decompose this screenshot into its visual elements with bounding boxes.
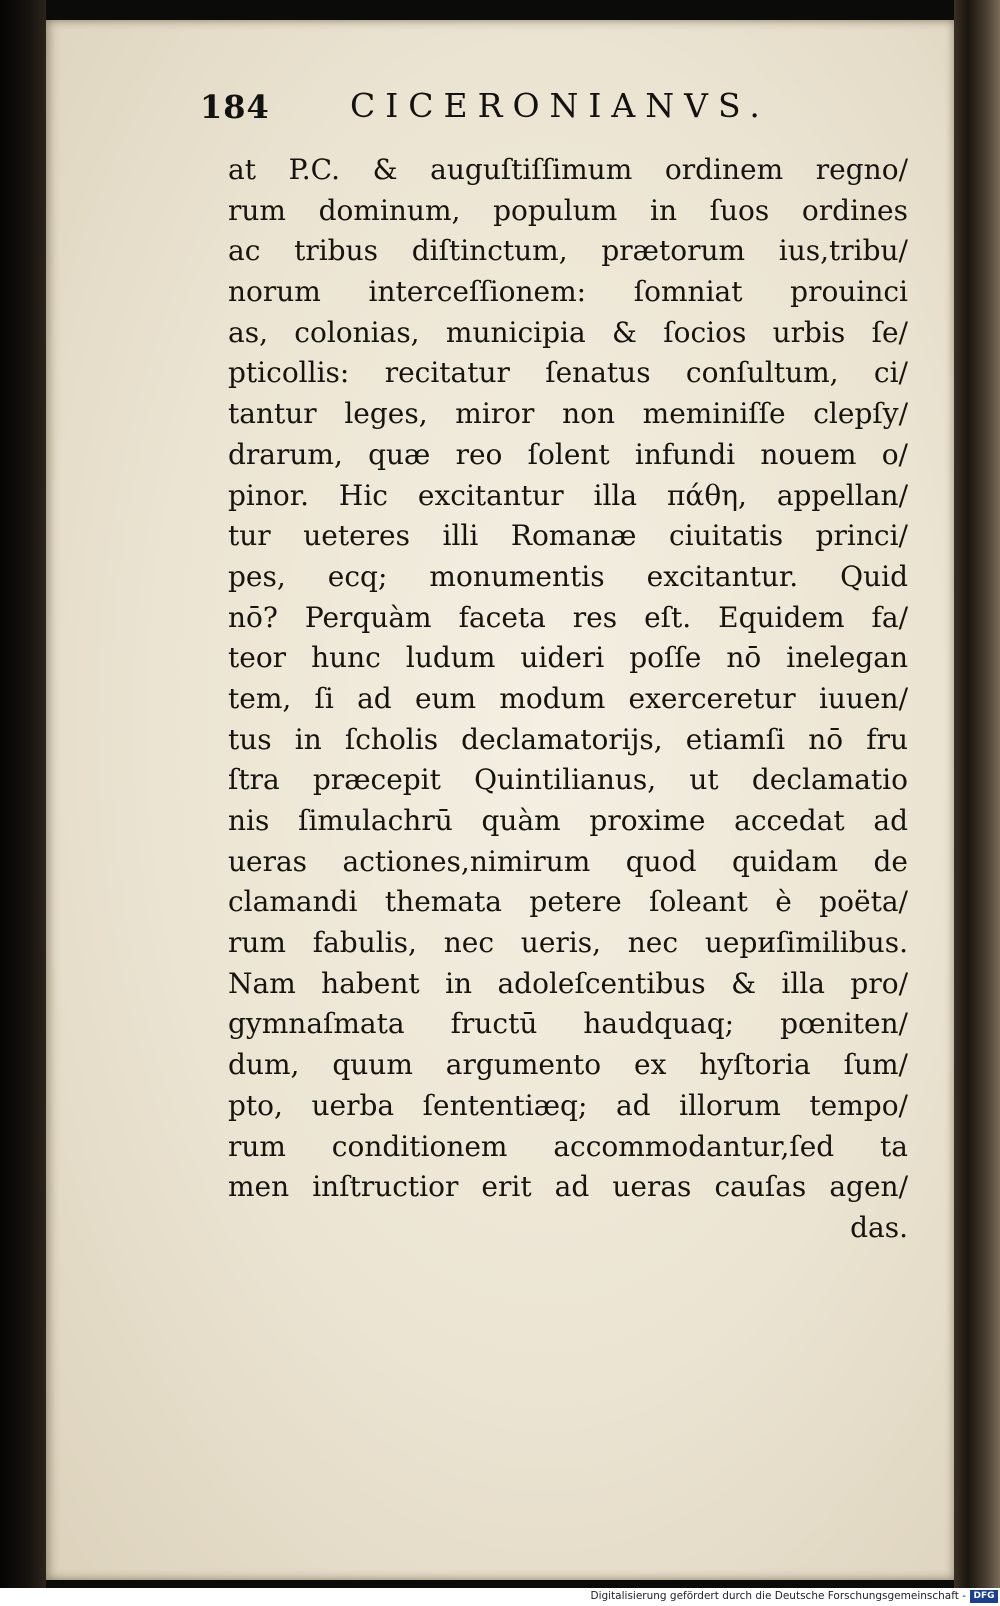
- text-line: tantur leges, miror non meminiſſe clepſy/: [228, 397, 908, 431]
- text-line: ſtra præcepit Quintilianus, ut declamatio: [228, 763, 908, 797]
- text-line: rum fabulis, nec ueris, nec uериſimilibus.: [228, 926, 908, 960]
- text-line: rum conditionem accommodantur,ſed ta: [228, 1129, 908, 1163]
- digitization-footer: [0, 1588, 1000, 1606]
- page-header: [200, 82, 820, 134]
- text-line: nis ſimulachrū quàm proxime accedat ad: [228, 804, 908, 837]
- dfg-logo: DFG: [970, 1590, 998, 1603]
- text-line: pticollis: recitatur ſenatus conſultum, ci/: [228, 356, 908, 390]
- text-line: tur ueteres illi Romanæ ciuitatis princi/: [228, 519, 908, 553]
- text-line: pto, uerba ſententiæq; ad illorum tempo/: [228, 1088, 908, 1122]
- text-line: norum interceſſionem: ſomniat prouinci: [228, 275, 908, 309]
- text-line: teor hunc ludum uideri poſſe nō inelegan: [228, 641, 908, 675]
- book-left-edge: [0, 0, 46, 1588]
- text-line: clamandi themata petere ſoleant è poëta/: [228, 885, 908, 919]
- text-line: dum, quum argumento ex hyſtoria ſum/: [228, 1048, 908, 1082]
- text-line: tus in ſcholis declamatorijs, etiamſi nō fru: [228, 722, 908, 756]
- text-line: at P.C. & auguſtiſſimum ordinem regno/: [228, 153, 908, 186]
- text-line: drarum, quæ reo ſolent infundi nouem o/: [228, 437, 908, 471]
- text-line: ac tribus diſtinctum, prætorum ius,tribu/: [228, 234, 908, 268]
- running-title: CICERONIANVS.: [350, 86, 770, 125]
- text-line: tem, ſi ad eum modum exerceretur iuuen/: [228, 681, 908, 715]
- body-text: [228, 150, 908, 1249]
- text-line: pinor. Hic excitantur illa πάθη, appellan/: [228, 478, 908, 512]
- page-number: 184: [200, 88, 270, 126]
- text-line: as, colonias, municipia & ſocios urbis ſe/: [228, 315, 908, 349]
- catchword: das.: [850, 1210, 908, 1244]
- text-line: men inſtructior erit ad ueras cauſas agen/: [228, 1170, 908, 1204]
- funding-credit: Digitalisierung gefördert durch die Deutsche Forschungsgemeinschaft -: [590, 1590, 966, 1602]
- book-right-edge: [954, 0, 1000, 1588]
- text-line: pes, ecq; monumentis excitantur. Quid: [228, 559, 908, 593]
- text-line: Nam habent in adoleſcentibus & illa pro/: [228, 966, 908, 1000]
- text-line: rum dominum, populum in ſuos ordines: [228, 193, 908, 227]
- text-line: nō? Perquàm faceta res eſt. Equidem fa/: [228, 600, 908, 634]
- text-line: gymnaſmata fructū haudquaq; pœniten/: [228, 1007, 908, 1041]
- text-line: ueras actiones,nimirum quod quidam de: [228, 844, 908, 878]
